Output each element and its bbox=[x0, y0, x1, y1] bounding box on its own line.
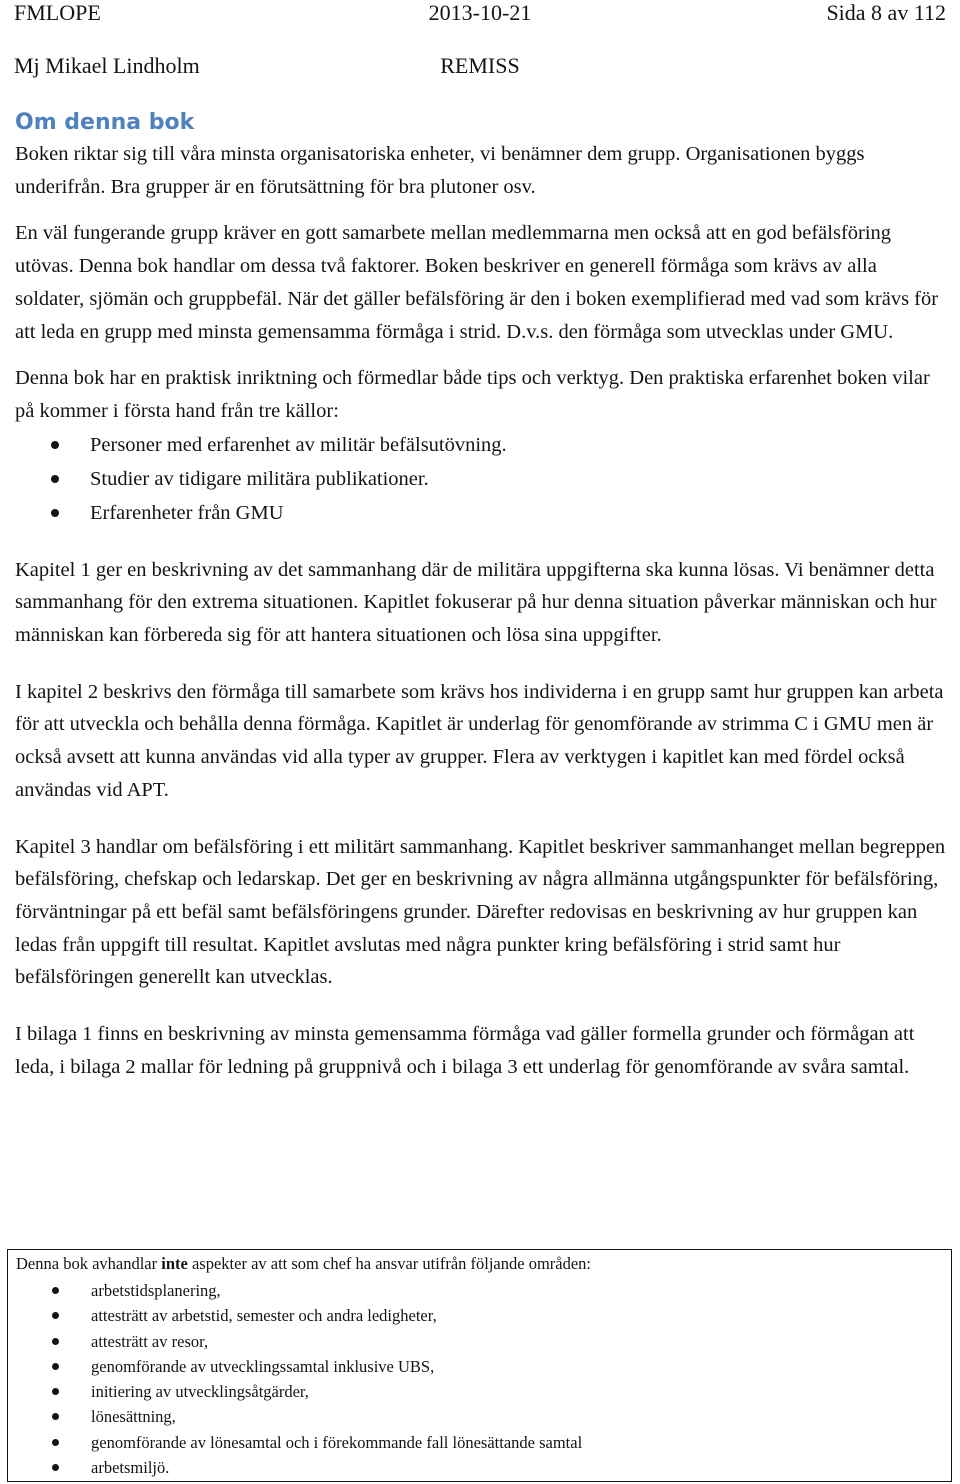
spacer bbox=[15, 652, 947, 676]
list-item: arbetstidsplanering, bbox=[16, 1278, 951, 1303]
list-item: initiering av utvecklingsåtgärder, bbox=[16, 1379, 951, 1404]
paragraph-chapter-2: I kapitel 2 beskrivs den förmåga till samarbete som krävs hos individerna i en grupp samt hur gruppen kan arbeta för att utveckla och behålla denna förmåga. Kapitlet är underlag för genomförande av strimma C i GMU men är också avsett att kunna användas vid alla typer av grupper. Flera av verktygen i kapitlet kan med fördel också användas vid APT. bbox=[15, 680, 944, 801]
spacer bbox=[15, 203, 947, 217]
list-item: Studier av tidigare militära publikationer. bbox=[15, 462, 947, 496]
doc-date: 2013-10-21 bbox=[428, 0, 532, 25]
spacer bbox=[15, 807, 947, 831]
list-item: attesträtt av arbetstid, semester och andra ledigheter, bbox=[16, 1303, 951, 1328]
page-header-bottom bbox=[14, 53, 946, 81]
spacer bbox=[15, 348, 947, 362]
sources-list bbox=[15, 428, 947, 530]
page-header-top bbox=[14, 0, 946, 28]
notice-box bbox=[7, 1249, 952, 1482]
notice-intro bbox=[16, 1253, 951, 1275]
paragraph-chapter-3: Kapitel 3 handlar om befälsföring i ett militärt sammanhang. Kapitlet beskriver sammanhanget mellan begreppen befälsföring, chefskap och ledarskap. Det ger en beskrivning av några allmänna utgångspunkter för befälsföring, förväntningar på ett befäl samt befälsföringens grunder. Därefter redovisas en beskrivning av hur gruppen kan ledas från uppgift till resultat. Kapitlet avslutas med några punkter kring befälsföring i strid samt hur befälsföringen generellt kan utvecklas. bbox=[15, 835, 946, 989]
list-item: genomförande av lönesamtal och i förekommande fall lönesättande samtal bbox=[16, 1430, 951, 1455]
main-content bbox=[15, 108, 947, 1083]
spacer bbox=[15, 530, 947, 554]
list-item: genomförande av utvecklingssamtal inklusive UBS, bbox=[16, 1354, 951, 1379]
doc-code: FMLOPE bbox=[14, 0, 101, 25]
notice-list bbox=[16, 1278, 951, 1480]
section-heading: Om denna bok bbox=[15, 110, 195, 135]
list-item: Erfarenheter från GMU bbox=[15, 496, 947, 530]
paragraph-practical: Denna bok har en praktisk inriktning och förmedlar både tips och verktyg. Den praktiska erfarenhet boken vilar på kommer i första hand från tre källor: bbox=[15, 367, 930, 422]
list-item: Personer med erfarenhet av militär befälsutövning. bbox=[15, 428, 947, 462]
spacer bbox=[15, 994, 947, 1018]
notice-intro-emphasis: inte bbox=[161, 1254, 188, 1273]
doc-author: Mj Mikael Lindholm bbox=[14, 53, 200, 78]
list-item: arbetsmiljö. bbox=[16, 1455, 951, 1480]
page-number: Sida 8 av 112 bbox=[826, 0, 946, 25]
paragraph-purpose: En väl fungerande grupp kräver en gott samarbete mellan medlemmarna men också att en god befälsföring utövas. Denna bok handlar om dessa två faktorer. Boken beskriver en generell förmåga som krävs av alla soldater, sjömän och gruppbefäl. När det gäller befälsföring är den i boken exemplifierad med vad som krävs för att leda en grupp med minsta gemensamma förmåga i strid. D.v.s. den förmåga som utvecklas under GMU. bbox=[15, 222, 939, 343]
list-item: attesträtt av resor, bbox=[16, 1329, 951, 1354]
paragraph-intro: Boken riktar sig till våra minsta organisatoriska enheter, vi benämner dem grupp. Organisationen byggs underifrån. Bra grupper är en förutsättning för bra plutoner osv. bbox=[15, 143, 865, 198]
notice-intro-end: aspekter av att som chef ha ansvar utifrån följande områden: bbox=[187, 1254, 592, 1273]
list-item: lönesättning, bbox=[16, 1404, 951, 1429]
paragraph-appendices: I bilaga 1 finns en beskrivning av minsta gemensamma förmåga vad gäller formella grunder och förmågan att leda, i bilaga 2 mallar för ledning på gruppnivå och i bilaga 3 ett underlag för genomförande av svåra samtal. bbox=[15, 1023, 915, 1078]
notice-intro-start: Denna bok avhandlar bbox=[16, 1254, 162, 1273]
doc-status: REMISS bbox=[440, 53, 520, 78]
paragraph-chapter-1: Kapitel 1 ger en beskrivning av det sammanhang där de militära uppgifterna ska kunna lösas. Vi benämner detta sammanhang för den extrema situationen. Kapitlet fokuserar på hur denna situation påverkar människan och hur människan kan förbereda sig för att hantera situationen och lösa sina uppgifter. bbox=[15, 558, 937, 647]
